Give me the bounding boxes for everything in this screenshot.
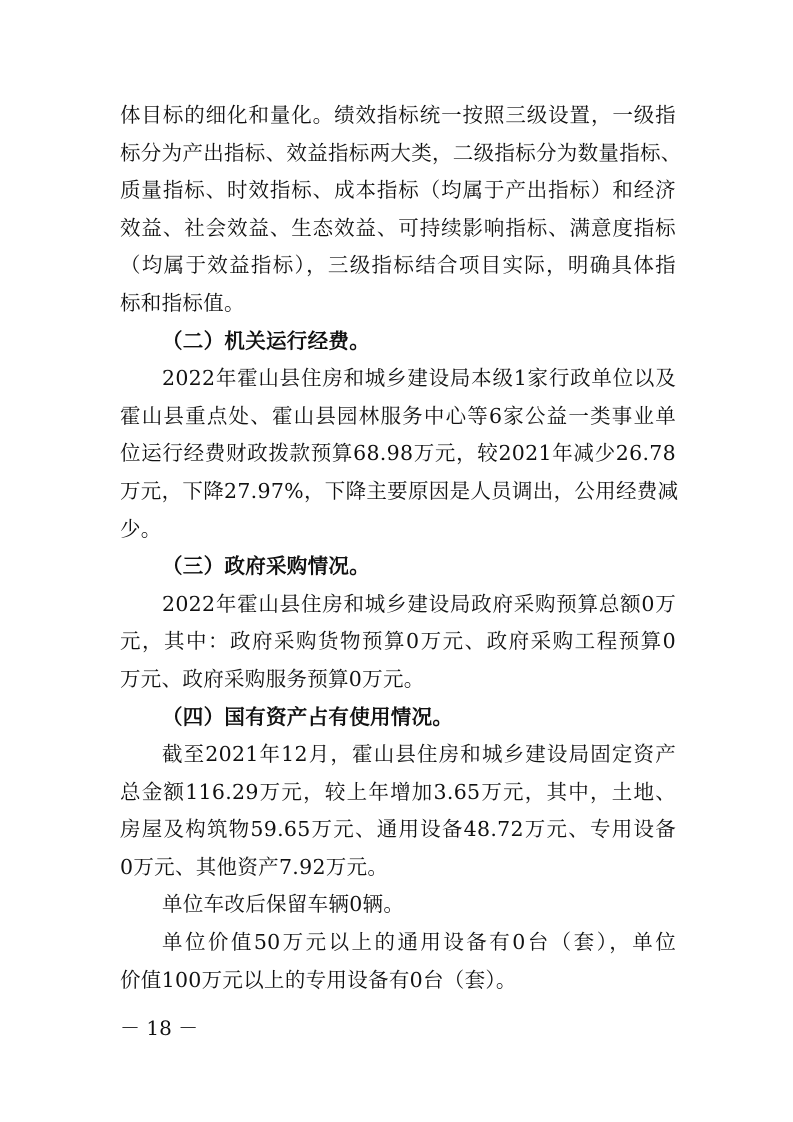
text-line: 房屋及构筑物59.65万元、通用设备48.72万元、专用设备 — [120, 817, 676, 842]
text-line: 总金额116.29万元，较上年增加3.65万元，其中，土地、 — [120, 779, 676, 804]
text-line: 万元，下降27.97%，下降主要原因是人员调出，公用经费减 — [120, 478, 679, 503]
text-line: 0万元、其他资产7.92万元。 — [120, 854, 389, 879]
paragraph-vehicles: 单位车改后保留车辆0辆。 — [162, 892, 405, 917]
text-line: 质量指标、时效指标、成本指标（均属于产出指标）和经济 — [120, 178, 676, 203]
text-line: 2022年霍山县住房和城乡建设局政府采购预算总额0万 — [162, 591, 676, 616]
paragraph-operating-expenses — [120, 360, 679, 548]
paragraph-state-assets — [120, 736, 676, 886]
text-line: 截至2021年12月，霍山县住房和城乡建设局固定资产 — [162, 742, 676, 767]
text-line: 标分为产出指标、效益指标两大类，二级指标分为数量指标、 — [120, 140, 682, 165]
paragraph-equipment — [120, 924, 676, 999]
section-heading-operating-expenses: （二）机关运行经费。 — [162, 328, 370, 353]
section-heading-government-procurement: （三）政府采购情况。 — [162, 554, 370, 579]
text-line: （均属于效益指标），三级指标结合项目实际，明确具体指 — [120, 253, 676, 278]
text-line: 价值100万元以上的专用设备有0台（套）。 — [120, 967, 517, 992]
document-body — [120, 97, 682, 999]
text-line: 体目标的细化和量化。绩效指标统一按照三级设置，一级指 — [120, 103, 676, 127]
text-line: 万元、政府采购服务预算0万元。 — [120, 666, 425, 691]
paragraph-performance-indicators — [120, 97, 682, 323]
text-line: 标和指标值。 — [120, 290, 245, 315]
text-line: 位运行经费财政拨款预算68.98万元，较2021年减少26.78 — [120, 441, 676, 466]
page-number: － 18 － — [120, 1016, 199, 1040]
text-line: 效益、社会效益、生态效益、可持续影响指标、满意度指标 — [120, 215, 676, 240]
text-line: 单位价值50万元以上的通用设备有0台（套），单位 — [162, 930, 676, 955]
section-heading-state-assets: （四）国有资产占有使用情况。 — [162, 704, 454, 729]
text-line: 2022年霍山县住房和城乡建设局本级1家行政单位以及 — [162, 366, 676, 391]
text-line: 少。 — [120, 516, 162, 541]
paragraph-government-procurement — [120, 586, 676, 699]
text-line: 元，其中：政府采购货物预算0万元、政府采购工程预算0 — [120, 629, 676, 654]
text-line: 霍山县重点处、霍山县园林服务中心等6家公益一类事业单 — [120, 403, 676, 428]
